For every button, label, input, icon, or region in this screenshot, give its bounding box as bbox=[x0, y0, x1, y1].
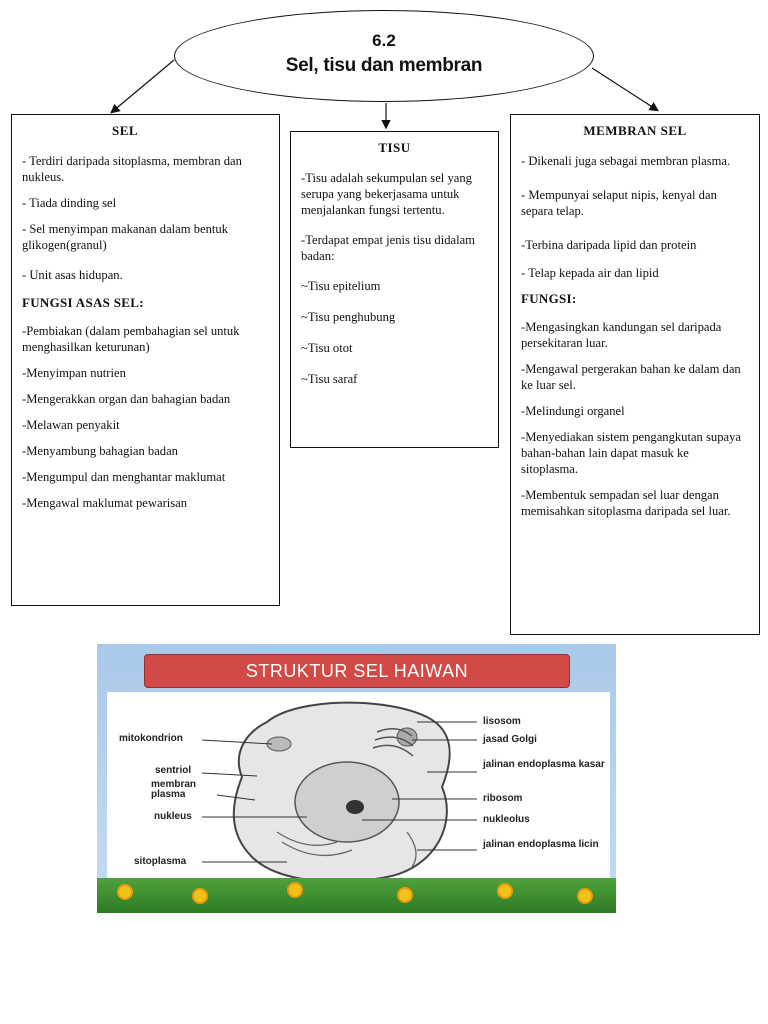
sel-fungsi-item: -Mengumpul dan menghantar maklumat bbox=[22, 470, 226, 484]
sel-point: - Tiada dinding sel bbox=[22, 196, 117, 210]
flower-icon bbox=[192, 888, 208, 904]
tisu-point: -Terdapat empat jenis tisu didalam badan: bbox=[301, 233, 475, 263]
sel-fungsi-item: -Pembiakan (dalam pembahagian sel untuk menghasilkan keturunan) bbox=[22, 324, 240, 354]
arrow-to-membran bbox=[592, 68, 657, 110]
flower-icon bbox=[497, 883, 513, 899]
tisu-box bbox=[290, 131, 499, 448]
flower-icon bbox=[117, 884, 133, 900]
flower-icon bbox=[287, 882, 303, 898]
label-mitokondrion: mitokondrion bbox=[119, 733, 183, 744]
figure-title: STRUKTUR SEL HAIWAN bbox=[144, 654, 570, 688]
membran-fungsi-item: -Mengasingkan kandungan sel daripada persekitaran luar. bbox=[521, 320, 722, 350]
membran-point: -Terbina daripada lipid dan protein bbox=[521, 238, 697, 252]
membran-fungsi-item: -Menyediakan sistem pengangkutan supaya bahan-bahan lain dapat masuk ke sitoplasma. bbox=[521, 430, 741, 476]
nucleolus-shape bbox=[346, 800, 364, 814]
tisu-type: ~Tisu otot bbox=[301, 341, 353, 355]
membran-point: - Telap kepada air dan lipid bbox=[521, 266, 659, 280]
tisu-type: ~Tisu penghubung bbox=[301, 310, 396, 324]
lysosome-shape bbox=[397, 728, 417, 746]
label-membran-plasma: membran plasma bbox=[151, 779, 197, 800]
label-jalinan-endoplasma-licin: jalinan endoplasma licin bbox=[483, 839, 599, 850]
sel-point: - Sel menyimpan makanan dalam bentuk glikogen(granul) bbox=[22, 222, 228, 252]
label-sitoplasma: sitoplasma bbox=[134, 856, 187, 867]
label-jalinan-endoplasma-kasar: jalinan endoplasma kasar bbox=[483, 759, 605, 770]
figure-panel bbox=[107, 692, 610, 892]
membran-fungsi-heading: FUNGSI: bbox=[521, 291, 577, 306]
label-jasad-golgi: jasad Golgi bbox=[483, 734, 537, 745]
membran-point: - Dikenali juga sebagai membran plasma. bbox=[521, 154, 731, 168]
tisu-type: ~Tisu epitelium bbox=[301, 279, 381, 293]
label-sentriol: sentriol bbox=[155, 765, 192, 776]
sel-fungsi-heading: FUNGSI ASAS SEL: bbox=[22, 295, 144, 310]
sel-fungsi-item: -Mengawal maklumat pewarisan bbox=[22, 496, 188, 510]
topic-title: Sel, tisu dan membran bbox=[285, 55, 483, 76]
membran-point: - Mempunyai selaput nipis, kenyal dan separa telap. bbox=[521, 188, 717, 218]
grass-decoration bbox=[97, 878, 616, 913]
sel-fungsi-item: -Menyambung bahagian badan bbox=[22, 444, 178, 458]
label-lisosom: lisosom bbox=[483, 716, 521, 727]
sel-point: - Terdiri daripada sitoplasma, membran dan nukleus. bbox=[22, 154, 242, 184]
sel-box bbox=[11, 114, 280, 606]
sel-fungsi-item: -Mengerakkan organ dan bahagian badan bbox=[22, 392, 231, 406]
membran-fungsi-item: -Mengawal pergerakan bahan ke dalam dan ke luar sel. bbox=[521, 362, 741, 392]
nucleus-shape bbox=[295, 762, 399, 842]
sel-point: - Unit asas hidupan. bbox=[22, 268, 123, 282]
label-ribosom: ribosom bbox=[483, 793, 523, 804]
label-nukleus: nukleus bbox=[154, 811, 192, 822]
animal-cell-figure bbox=[97, 644, 616, 913]
membran-heading: MEMBRAN SEL bbox=[583, 123, 687, 138]
sel-heading: SEL bbox=[112, 123, 139, 138]
membran-fungsi-item: -Membentuk sempadan sel luar dengan memisahkan sitoplasma daripada sel luar. bbox=[521, 488, 731, 518]
topic-title-ellipse bbox=[174, 10, 594, 102]
tisu-point: -Tisu adalah sekumpulan sel yang serupa yang bekerjasama untuk menjalankan fungsi tertentu. bbox=[301, 171, 472, 217]
sel-fungsi-item: -Melawan penyakit bbox=[22, 418, 120, 432]
tisu-type: ~Tisu saraf bbox=[301, 372, 358, 386]
tisu-heading: TISU bbox=[378, 140, 411, 155]
topic-number: 6.2 bbox=[372, 31, 396, 50]
flower-icon bbox=[397, 887, 413, 903]
label-nukleolus: nukleolus bbox=[483, 814, 530, 825]
membran-box bbox=[510, 114, 760, 635]
flower-icon bbox=[577, 888, 593, 904]
membran-fungsi-item: -Melindungi organel bbox=[521, 404, 625, 418]
sel-fungsi-item: -Menyimpan nutrien bbox=[22, 366, 126, 380]
arrow-to-sel bbox=[112, 60, 174, 112]
